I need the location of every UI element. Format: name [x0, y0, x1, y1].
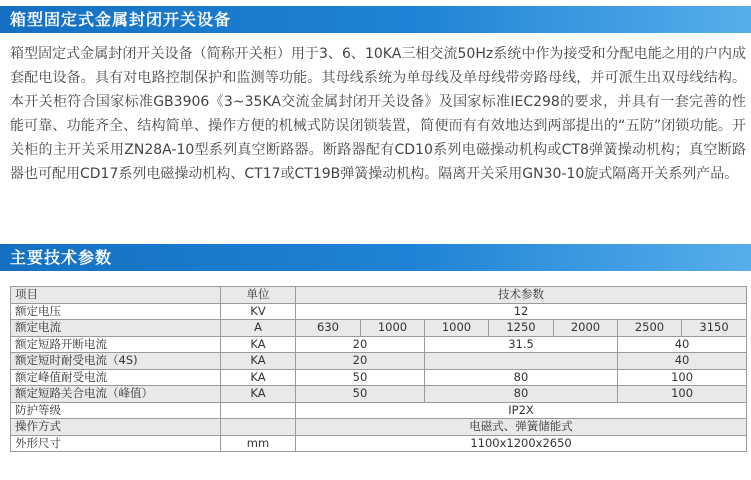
row-value: 2500 [618, 320, 682, 337]
table-row [11, 419, 747, 436]
row-value: 1250 [489, 320, 554, 337]
row-value: 20 [296, 353, 425, 370]
row-label: 额定峰值耐受电流 [11, 369, 221, 386]
row-value: 50 [296, 369, 425, 386]
specs-title-bar [0, 244, 751, 271]
row-value: 50 [296, 386, 425, 403]
row-unit: KV [221, 303, 296, 320]
specs-title: 主要技术参数 [10, 248, 113, 267]
table-row [11, 386, 747, 403]
row-value: 1100x1200x2650 [296, 435, 747, 452]
row-value: 3150 [682, 320, 747, 337]
row-value: 40 [618, 336, 747, 353]
row-value: 31.5 [425, 336, 618, 353]
row-value: 80 [425, 369, 618, 386]
table-row [11, 320, 747, 337]
row-value: 20 [296, 336, 425, 353]
row-value: 12 [296, 303, 747, 320]
intro-paragraph: 箱型固定式金属封闭开关设备（简称开关柜）用于3、6、10KA三相交流50Hz系统中作为接受和分配电能之用的户内成套配电设备。具有对电路控制保护和监测等功能。其母线系统为单母线及单母线带旁路母线，并可派生出双母线结构。本开关柜符合国家标准GB3906《3~35KA交流金属封闭开关设备》及国家标准IEC298的要求，并具有一套完善的性能可靠、功能齐全、结构简单、操作方便的机械式防误闭锁装置，简便而有有效地达到两部提出的“五防”闭锁功能。开关柜的主开关采用ZN28A-10型系列真空断路器。断路器配有CD10系列电磁操动机构或CT8弹簧操动机构；真空断路器也可配用CD17系列电磁操动机构、CT17或CT19B弹簧操动机构。隔离开关采用GN30-10旋式隔离开关系列产品。 [10, 46, 746, 182]
header-item: 项目 [11, 287, 221, 304]
header-unit: 单位 [221, 287, 296, 304]
row-value: 40 [618, 353, 747, 370]
row-label: 外形尺寸 [11, 435, 221, 452]
row-label: 额定短路关合电流（峰值） [11, 386, 221, 403]
row-label: 额定短时耐受电流（4S) [11, 353, 221, 370]
row-label: 额定电压 [11, 303, 221, 320]
row-unit: KA [221, 369, 296, 386]
table-row [11, 402, 747, 419]
row-unit: A [221, 320, 296, 337]
row-unit: KA [221, 353, 296, 370]
header-params: 技术参数 [296, 287, 747, 304]
row-value [425, 353, 618, 370]
table-row [11, 353, 747, 370]
table-row [11, 303, 747, 320]
table-row [11, 435, 747, 452]
row-value: 1000 [361, 320, 425, 337]
row-value: 2000 [554, 320, 618, 337]
table-row [11, 369, 747, 386]
row-label: 额定短路开断电流 [11, 336, 221, 353]
section-title: 箱型固定式金属封闭开关设备 [10, 10, 232, 29]
row-value: 80 [425, 386, 618, 403]
row-value: 100 [618, 369, 747, 386]
row-value: 100 [618, 386, 747, 403]
row-unit: mm [221, 435, 296, 452]
row-unit: KA [221, 336, 296, 353]
table-row [11, 336, 747, 353]
row-label: 额定电流 [11, 320, 221, 337]
table-header-row [11, 287, 747, 304]
row-unit: KA [221, 386, 296, 403]
row-label: 防护等级 [11, 402, 221, 419]
row-unit [221, 402, 296, 419]
row-label: 操作方式 [11, 419, 221, 436]
row-unit [221, 419, 296, 436]
section-title-bar [0, 6, 751, 33]
row-value: 1000 [425, 320, 489, 337]
row-value: 电磁式、弹簧储能式 [296, 419, 747, 436]
spec-table [10, 286, 747, 452]
row-value: IP2X [296, 402, 747, 419]
row-value: 630 [296, 320, 361, 337]
